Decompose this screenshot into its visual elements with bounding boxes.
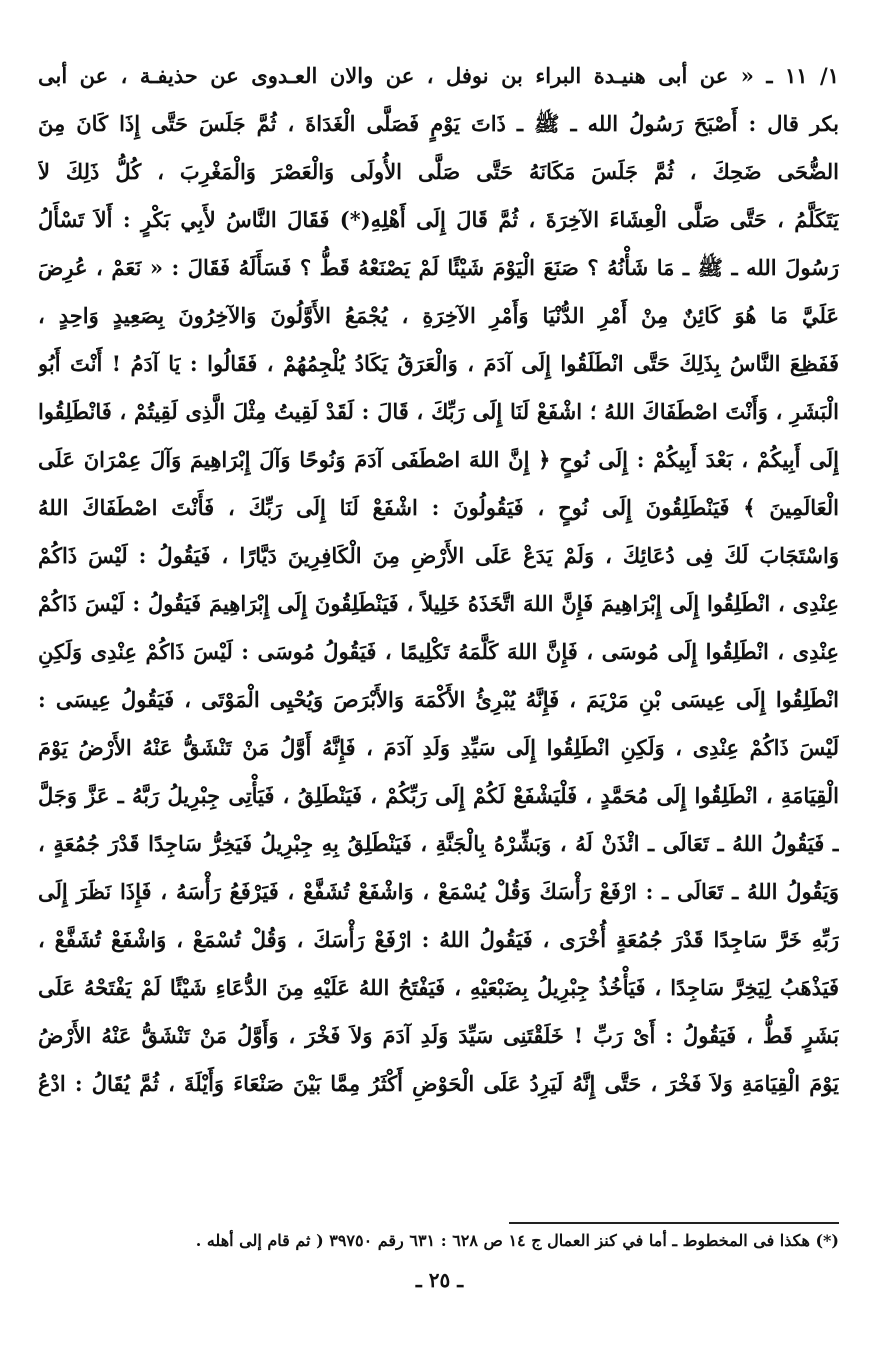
text-line: بكر قال : أَصْبَحَ رَسُولُ الله ـ ﷺ ـ ذَاتَ يَوْمٍ فَصَلَّى الْغَدَاةَ ، ثُمَّ جَلَسَ حَتَّى إِذَا كَانَ مِنَ <box>38 111 839 136</box>
text-line: إِلَى أَبِيكُمْ ، بَعْدَ أَبِيكُمْ : إِلَى نُوحٍ ﴿ إِنَّ اللهَ اصْطَفَى آدَمَ وَنُوحًا وَآلَ إِبْرَاهِيمَ وَآلَ عِمْرَانَ عَلَى <box>38 447 839 472</box>
text-line: رَسُولَ الله ـ ﷺ ـ مَا شَأْنُهُ ؟ صَنَعَ الْيَوْمَ شَيْئًا لَمْ يَصْنَعْهُ قَطُّ ؟ فَسَأَلَهُ فَقَالَ : « نَعَمْ ، عُرِضَ <box>38 255 839 280</box>
footnote: (*) هكذا فى المخطوط ـ أما في كنز العمال ج ١٤ ص ٦٢٨ : ٦٣١ رقم ٣٩٧٥٠ ( ثم قام إلى أهله . <box>195 1231 839 1250</box>
text-line: بَشَرٍ قَطُّ ، فَيَقُولُ : أَىْ رَبِّ ! خَلَقْتَنِى سَيِّدَ وَلَدِ آدَمَ وَلاَ فَخْرَ ، وَأَوَّلُ مَنْ تَنْشَقُّ عَنْهُ الأَرْضُ <box>38 1023 839 1048</box>
text-line: عِنْدِى ، انْطَلِقُوا إِلَى مُوسَى ، فَإِنَّ اللهَ كَلَّمَهُ تَكْلِيمًا ، فَيَقُولُ مُوسَى : لَيْسَ ذَاكُمْ عِنْدِى وَلَكِنِ <box>38 639 839 664</box>
text-line: انْطَلِقُوا إِلَى عِيسَى بْنِ مَرْيَمَ ، فَإِنَّهُ يُبْرِئُ الأَكْمَهَ وَالأَبْرَصَ وَيُحْيِى الْمَوْتَى ، فَيَقُولُ عِيسَى : <box>38 687 839 712</box>
hadith-text-block <box>38 52 839 1108</box>
text-line: يَتَكَلَّمُ ، حَتَّى صَلَّى الْعِشَاءَ الآخِرَةَ ، ثُمَّ قَالَ إِلَى أَهْلِهِ(*) فَقَالَ النَّاسُ لأَبِي بَكْرٍ : أَلاَ تَسْأَلُ <box>38 207 839 232</box>
text-line: عِنْدِى ، انْطَلِقُوا إِلَى إِبْرَاهِيمَ فَإِنَّ اللهَ اتَّخَذَهُ خَلِيلاً ، فَيَنْطَلِقُونَ إِلَى إِبْرَاهِيمَ فَيَقُولُ : لَيْسَ ذَاكُمْ <box>38 591 839 616</box>
text-line: يَوْمَ الْقِيَامَةِ وَلاَ فَخْرَ ، حَتَّى إِنَّهُ لَيَرِدُ عَلَى الْحَوْضِ أَكْثَرُ مِمَّا بَيْنَ صَنْعَاءَ وَأَيْلَةَ ، ثُمَّ يُقَالُ : ادْعُ <box>38 1071 839 1096</box>
text-line: ١/ ١١ ـ « عن أبى هنيـدة البراء بن نوفل ، عن والان العـدوى عن حذيفـة ، عن أبى <box>38 63 839 88</box>
text-line: ـ فَيَقُولُ اللهُ ـ تَعَالَى ـ ائْذَنْ لَهُ ، وَبَشِّرْهُ بِالْجَنَّةِ ، فَيَنْطَلِقُ بِهِ جِبْرِيلُ فَيَخِرُّ سَاجِدًا قَدْرَ جُمُعَةٍ ، <box>38 831 839 856</box>
text-line: فَيَذْهَبُ لِيَخِرَّ سَاجِدًا ، فَيَأْخُذُ جِبْرِيلُ بِضَبْعَيْهِ ، فَيَفْتَحُ اللهُ عَلَيْهِ مِنَ الدُّعَاءِ شَيْئًا لَمْ يَفْتَحْهُ عَلَى <box>38 975 839 1000</box>
text-line: لَيْسَ ذَاكُمْ عِنْدِى ، وَلَكِنِ انْطَلِقُوا إِلَى سَيِّدِ وَلَدِ آدَمَ ، فَإِنَّهُ أَوَّلُ مَنْ تَنْشَقُّ عَنْهُ الأَرْضُ يَوْمَ <box>38 735 839 760</box>
text-line: الضُّحَى ضَحِكَ ، ثُمَّ جَلَسَ مَكَانَهُ حَتَّى صَلَّى الأُولَى وَالْعَصْرَ وَالْمَغْرِبَ ، كُلُّ ذَلِكَ لاَ <box>38 159 839 184</box>
footnote-separator <box>509 1222 839 1224</box>
text-line: عَلَيَّ مَا هُوَ كَائِنٌ مِنْ أَمْرِ الدُّنْيَا وَأَمْرِ الآخِرَةِ ، يُجْمَعُ الأَوَّلُونَ وَالآخِرُونَ بِصَعِيدٍ وَاحِدٍ ، <box>38 303 839 328</box>
text-line: الْبَشَرِ ، وَأَنْتَ اصْطَفَاكَ اللهُ ؛ اشْفَعْ لَنَا إِلَى رَبِّكَ ، قَالَ : لَقَدْ لَقِيتُ مِثْلَ الَّذِى لَقِيتُمْ ، فَانْطَلِقُوا <box>38 399 839 424</box>
page-number: ـ ٢٥ ـ <box>415 1268 464 1292</box>
text-line: رَبِّهِ خَرَّ سَاجِدًا قَدْرَ جُمُعَةٍ أُخْرَى ، فَيَقُولُ اللهُ : ارْفَعْ رَأْسَكَ ، وَقُلْ تُسْمَعْ ، وَاشْفَعْ تُشَفَّعْ ، <box>38 927 839 952</box>
text-line: فَفَظِعَ النَّاسُ بِذَلِكَ حَتَّى انْطَلَقُوا إِلَى آدَمَ ، وَالْعَرَقُ يَكَادُ يُلْجِمُهُمْ ، فَقَالُوا : يَا آدَمُ ! أَنْتَ أَبُو <box>38 351 839 376</box>
text-line: الْقِيَامَةِ ، انْطَلِقُوا إِلَى مُحَمَّدٍ ، فَلْيَشْفَعْ لَكُمْ إِلَى رَبِّكُمْ ، فَيَنْطَلِقُ ، فَيَأْتِى جِبْرِيلُ رَبَّهُ ـ عَزَّ وَجَلَّ <box>38 783 839 808</box>
text-line: وَيَقُولُ اللهُ ـ تَعَالَى ـ : ارْفَعْ رَأْسَكَ وَقُلْ يُسْمَعْ ، وَاشْفَعْ تُشَفَّعْ ، فَيَرْفَعُ رَأْسَهُ ، فَإِذَا نَظَرَ إِلَى <box>38 879 839 904</box>
text-line: الْعَالَمِينَ ﴾ فَيَنْطَلِقُونَ إِلَى نُوحٍ ، فَيَقُولُونَ : اشْفَعْ لَنَا إِلَى رَبِّكَ ، فَأَنْتَ اصْطَفَاكَ اللهُ <box>38 495 839 520</box>
text-line: وَاسْتَجَابَ لَكَ فِى دُعَائِكَ ، وَلَمْ يَدَعْ عَلَى الأَرْضِ مِنَ الْكَافِرِينَ دَيَّارًا ، فَيَقُولُ : لَيْسَ ذَاكُمْ <box>38 543 839 568</box>
